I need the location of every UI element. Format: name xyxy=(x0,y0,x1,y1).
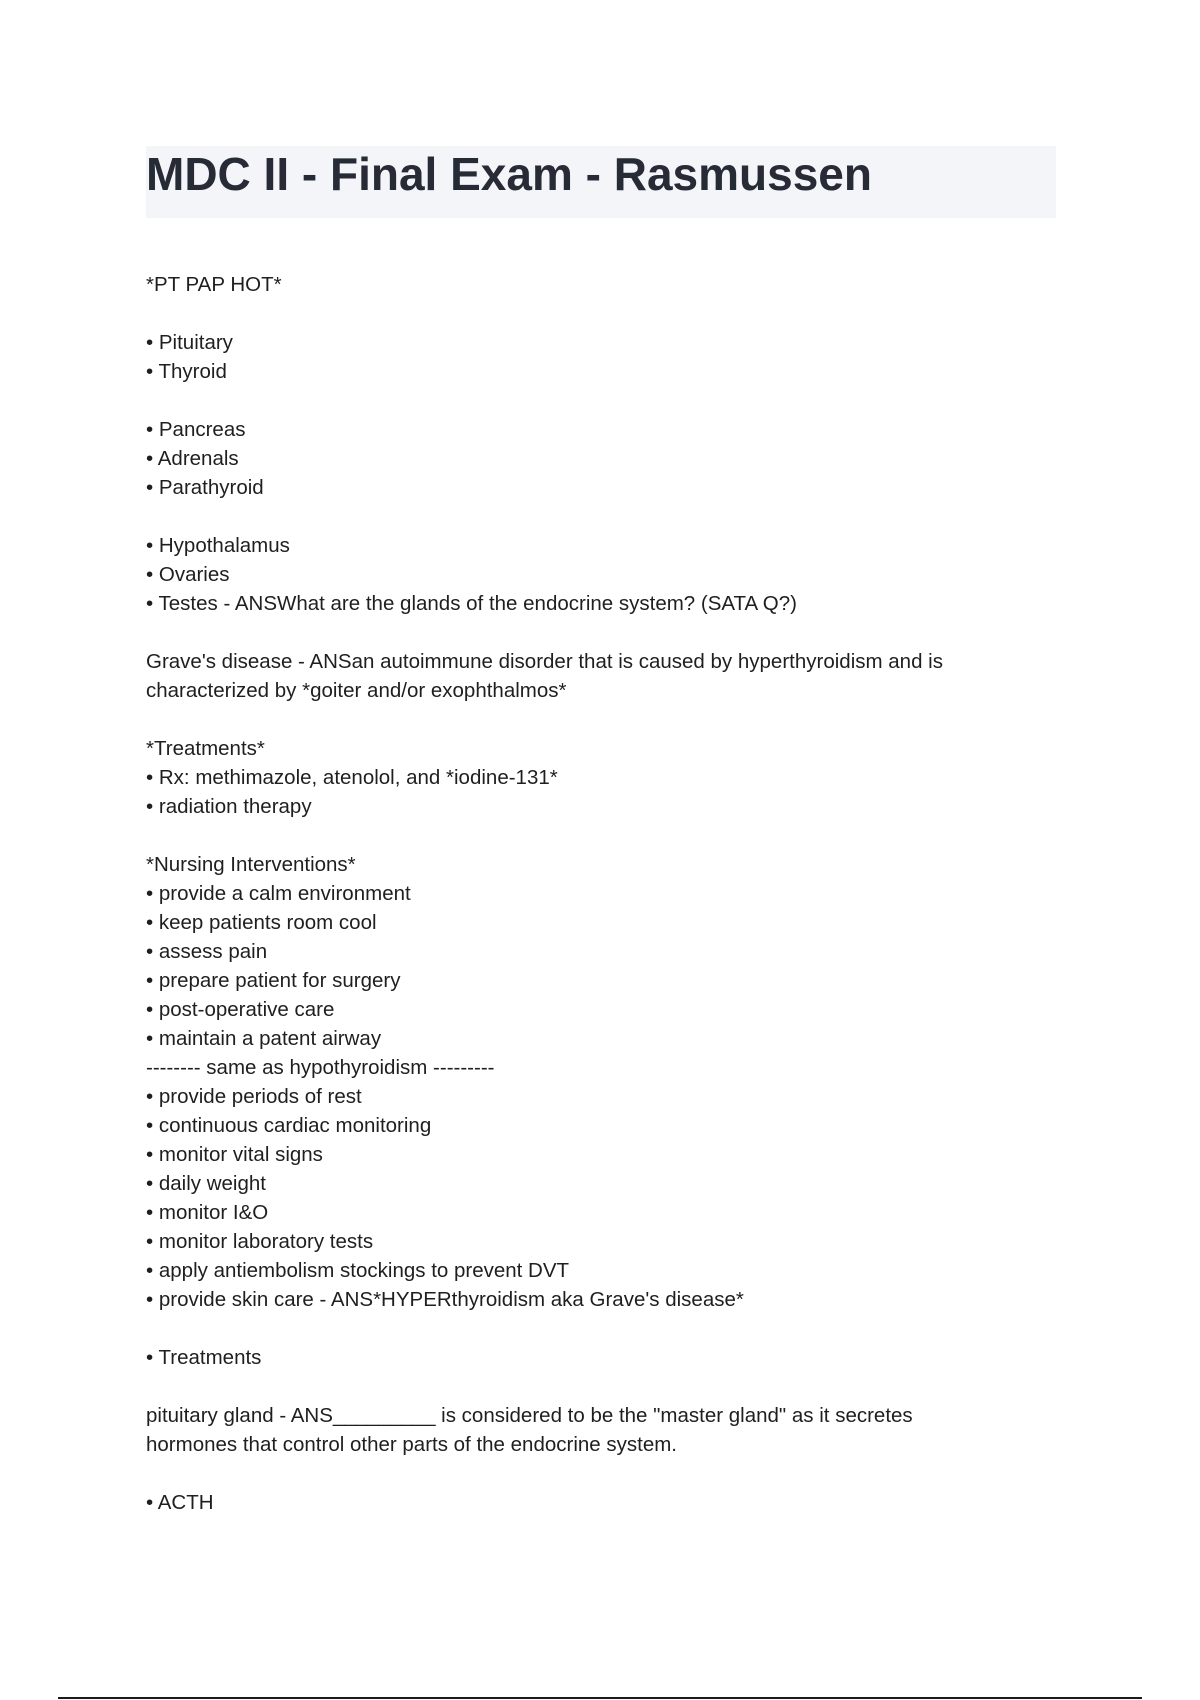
list-item: • continuous cardiac monitoring xyxy=(146,1114,432,1137)
list-item: • keep patients room cool xyxy=(146,911,377,934)
list-item: • monitor I&O xyxy=(146,1201,269,1224)
list-item: • provide a calm environment xyxy=(146,882,411,905)
list-item: • Pituitary xyxy=(146,331,233,354)
list-item: • Testes - ANSWhat are the glands of the endocrine system? (SATA Q?) xyxy=(146,592,797,615)
list-item: • assess pain xyxy=(146,940,268,963)
pituitary-definition xyxy=(146,1401,1056,1459)
list-item: • Hypothalamus xyxy=(146,534,290,557)
footer-divider xyxy=(58,1697,1142,1699)
text-line: characterized by *goiter and/or exophthalmos* xyxy=(146,679,567,702)
list-item: • post-operative care xyxy=(146,998,335,1021)
nursing-interventions-block xyxy=(146,850,1056,1314)
list-item: • maintain a patent airway xyxy=(146,1027,382,1050)
list-item: • radiation therapy xyxy=(146,795,312,818)
list-item: • Adrenals xyxy=(146,447,239,470)
list-item: • Thyroid xyxy=(146,360,227,383)
text-line: Grave's disease - ANSan autoimmune disorder that is caused by hyperthyroidism and is xyxy=(146,650,943,673)
section-heading: *Treatments* xyxy=(146,737,265,760)
list-item: • monitor laboratory tests xyxy=(146,1230,374,1253)
list-item: • prepare patient for surgery xyxy=(146,969,401,992)
list-item: • monitor vital signs xyxy=(146,1143,323,1166)
list-item: • provide skin care - ANS*HYPERthyroidism aka Grave's disease* xyxy=(146,1288,744,1311)
title-banner xyxy=(146,146,1056,218)
text-line: *PT PAP HOT* xyxy=(146,273,282,296)
page-title: MDC II - Final Exam - Rasmussen xyxy=(146,148,872,200)
text-line: pituitary gland - ANS_________ is considered to be the "master gland" as it secretes xyxy=(146,1404,913,1427)
acth-block xyxy=(146,1488,1056,1517)
document-content xyxy=(146,270,1056,1546)
list-item: • Pancreas xyxy=(146,418,246,441)
list-item: • daily weight xyxy=(146,1172,266,1195)
gland-list-1 xyxy=(146,328,1056,386)
text-line: hormones that control other parts of the endocrine system. xyxy=(146,1433,677,1456)
list-item: • ACTH xyxy=(146,1491,214,1514)
gland-list-3 xyxy=(146,531,1056,618)
list-item: • Rx: methimazole, atenolol, and *iodine-131* xyxy=(146,766,558,789)
graves-definition xyxy=(146,647,1056,705)
gland-list-2 xyxy=(146,415,1056,502)
section-heading: *Nursing Interventions* xyxy=(146,853,356,876)
list-item: • Ovaries xyxy=(146,563,230,586)
list-item: • provide periods of rest xyxy=(146,1085,362,1108)
list-item: • Treatments xyxy=(146,1346,262,1369)
separator-text: -------- same as hypothyroidism --------- xyxy=(146,1056,495,1079)
list-item: • Parathyroid xyxy=(146,476,264,499)
treatments-block xyxy=(146,734,1056,821)
mnemonic-block xyxy=(146,270,1056,299)
list-item: • apply antiembolism stockings to prevent DVT xyxy=(146,1259,570,1282)
treatments-item-block xyxy=(146,1343,1056,1372)
